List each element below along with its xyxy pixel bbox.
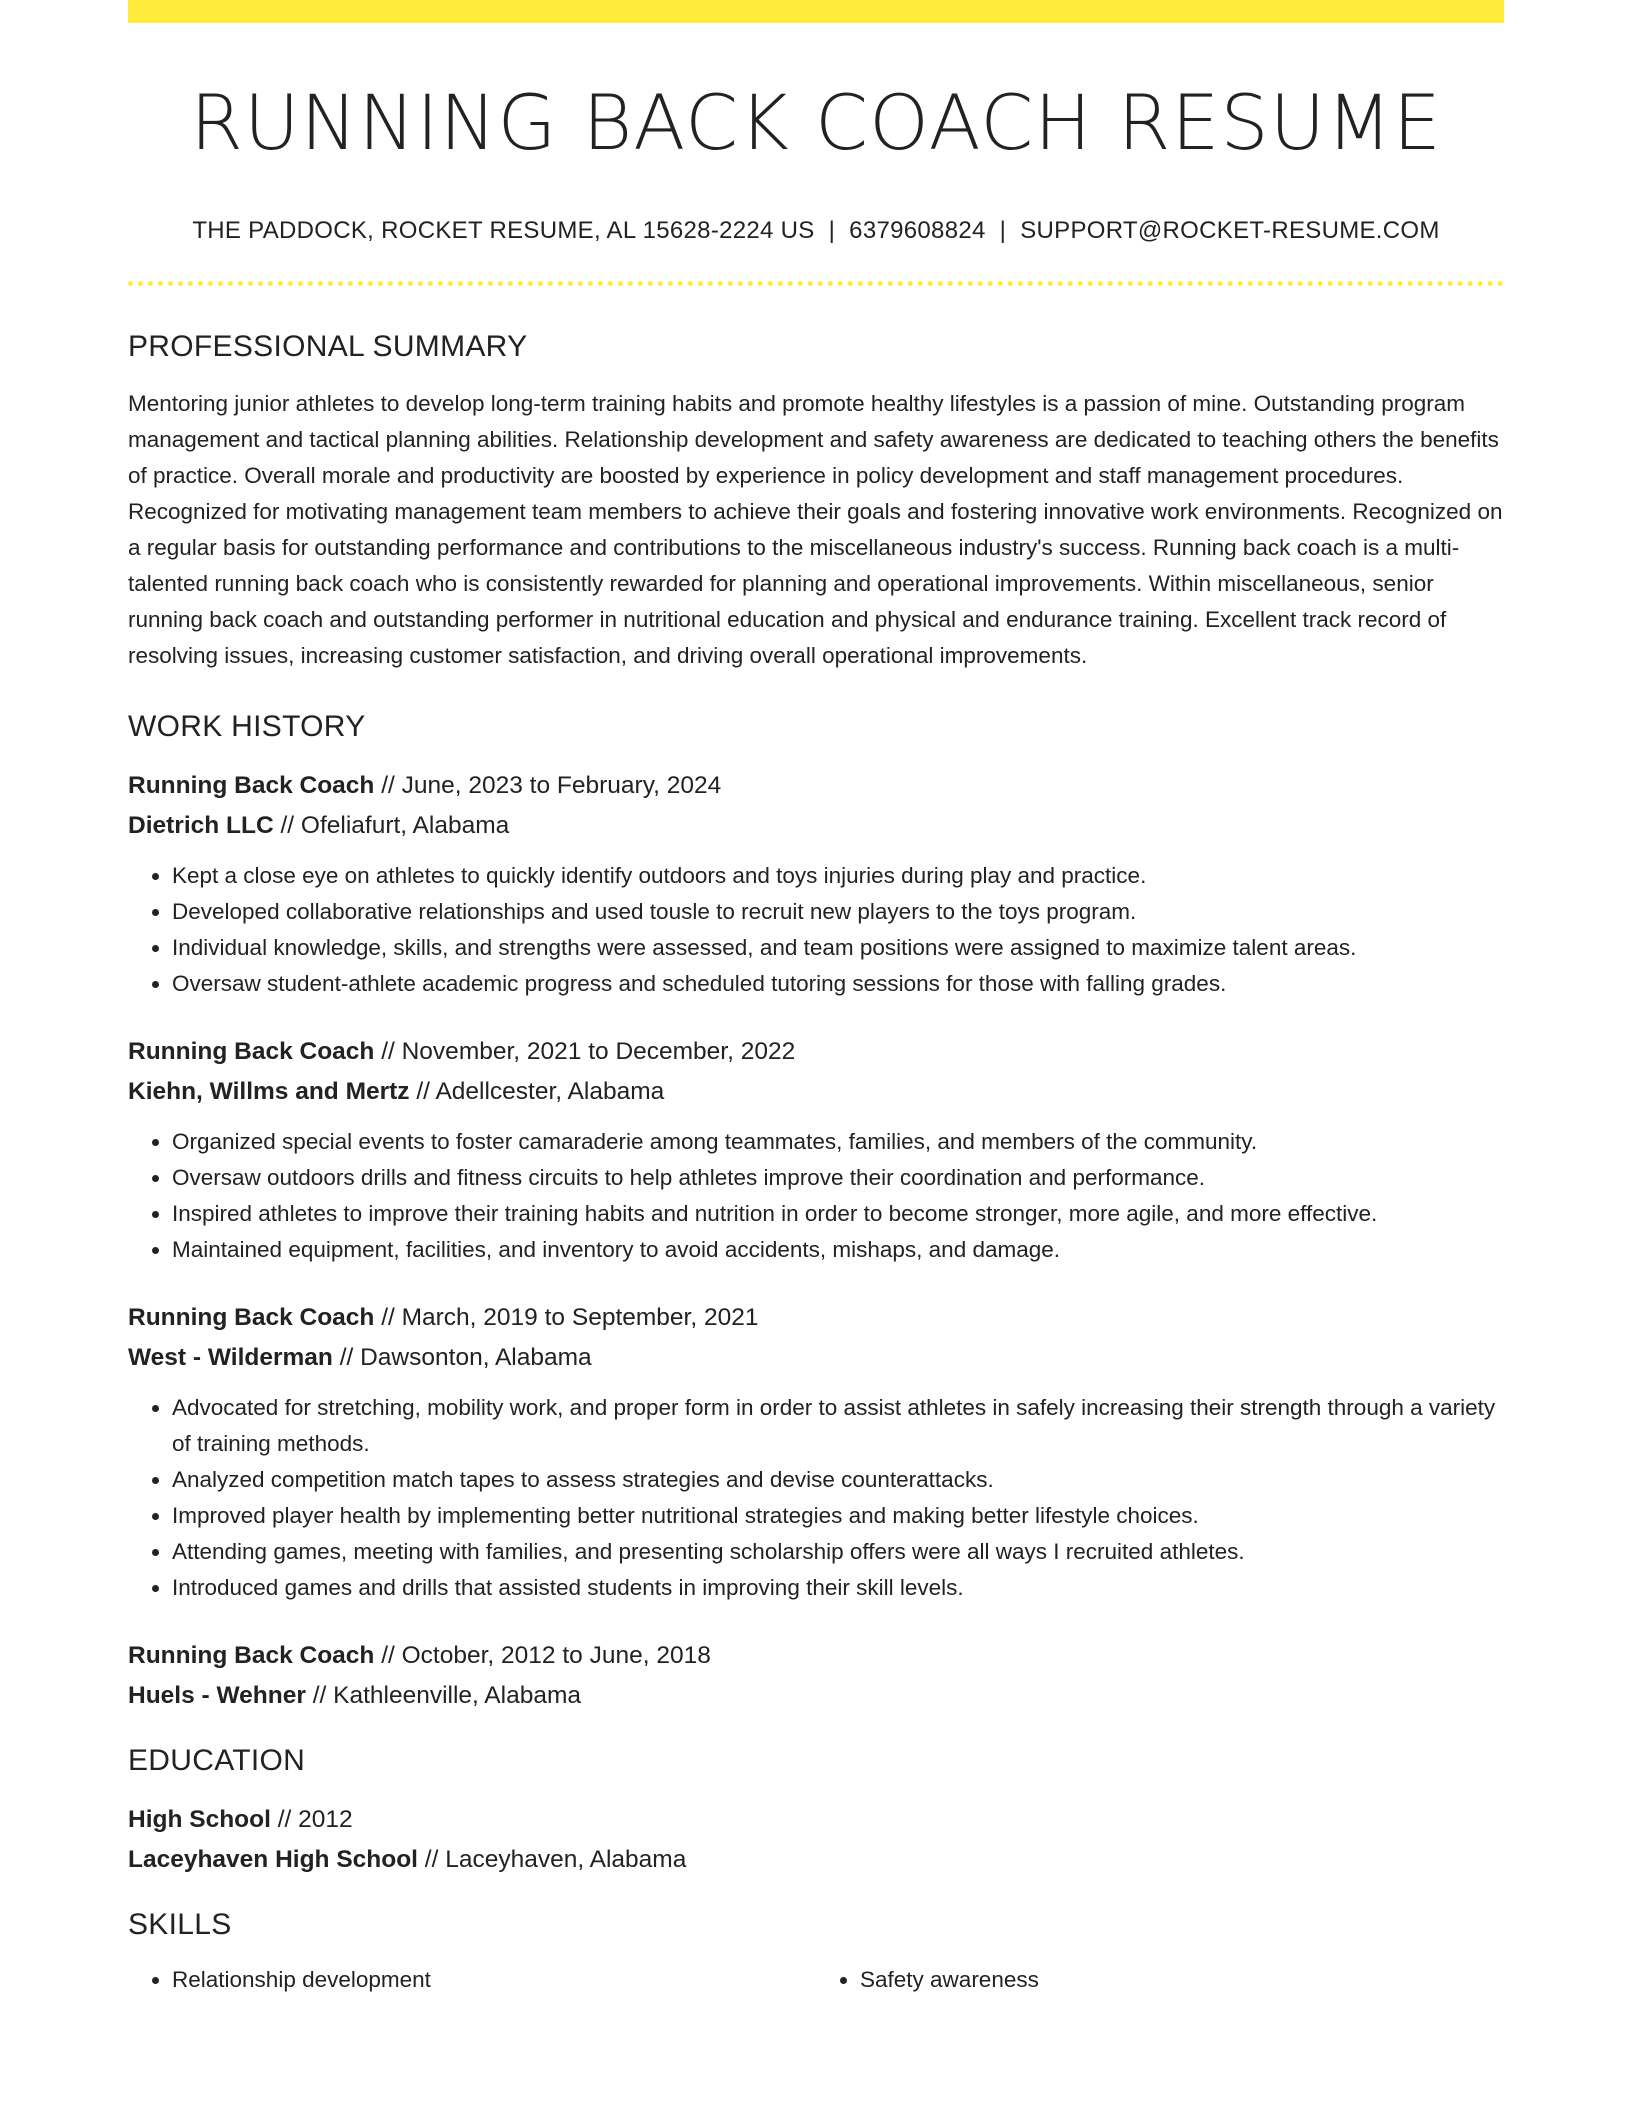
education-entry: [128, 1800, 1504, 1880]
summary-heading: PROFESSIONAL SUMMARY: [128, 329, 528, 363]
job-company-line: [128, 1676, 1504, 1716]
job-location: // Ofeliafurt, Alabama: [273, 811, 510, 839]
skills-left-column: [128, 1962, 816, 1998]
job-title-line: [128, 766, 1504, 806]
job-company: Dietrich LLC: [128, 811, 274, 839]
job-bullet: • Introduced games and drills that assisted students in improving their skill levels.: [172, 1570, 1504, 1606]
job-company-line: [128, 806, 1504, 846]
top-accent-bar: [128, 0, 1504, 23]
job-dates: // June, 2023 to February, 2024: [374, 771, 722, 799]
education-degree: High School: [128, 1805, 271, 1833]
job-entry: [128, 766, 1504, 1002]
education-school-line: [128, 1840, 1504, 1880]
job-company-line: [128, 1072, 1504, 1112]
contact-line: [128, 217, 1504, 245]
education-school: Laceyhaven High School: [128, 1845, 418, 1873]
resume-title: RUNNING BACK COACH RESUME: [190, 78, 1442, 167]
job-company: West - Wilderman: [128, 1343, 333, 1371]
education-location: // Laceyhaven, Alabama: [418, 1845, 687, 1873]
job-bullet: • Advocated for stretching, mobility work, and proper form in order to assist athletes in safely increasing their strength through a variety of training methods.: [172, 1390, 1504, 1462]
job-bullet: • Kept a close eye on athletes to quickly identify outdoors and toys injuries during play and practice.: [172, 858, 1504, 894]
job-location: // Kathleenville, Alabama: [305, 1681, 582, 1709]
dotted-divider: [128, 281, 1504, 286]
job-bullets: [128, 1124, 1504, 1268]
education-degree-line: [128, 1800, 1504, 1840]
job-bullets: [128, 858, 1504, 1002]
job-bullet: • Inspired athletes to improve their training habits and nutrition in order to become stronger, more agile, and more effective.: [172, 1196, 1504, 1232]
contact-address: THE PADDOCK, ROCKET RESUME, AL 15628-2224 US: [192, 216, 815, 244]
job-bullets: [128, 1390, 1504, 1606]
job-dates: // March, 2019 to September, 2021: [374, 1303, 759, 1331]
job-bullet: • Improved player health by implementing better nutritional strategies and making better lifestyle choices.: [172, 1498, 1504, 1534]
job-company-line: [128, 1338, 1504, 1378]
skill-item: • Safety awareness: [860, 1962, 1504, 1998]
contact-separator: |: [999, 216, 1007, 244]
job-title-line: [128, 1298, 1504, 1338]
job-title: Running Back Coach: [128, 1641, 375, 1669]
skill-item: • Relationship development: [172, 1962, 816, 1998]
job-entry: [128, 1636, 1504, 1716]
job-title-line: [128, 1032, 1504, 1072]
job-title: Running Back Coach: [128, 1037, 375, 1065]
contact-separator: |: [828, 216, 836, 244]
job-title: Running Back Coach: [128, 1303, 375, 1331]
job-bullet: • Analyzed competition match tapes to assess strategies and devise counterattacks.: [172, 1462, 1504, 1498]
contact-email: SUPPORT@ROCKET-RESUME.COM: [1020, 216, 1440, 244]
job-bullet: • Oversaw outdoors drills and fitness circuits to help athletes improve their coordination and performance.: [172, 1160, 1504, 1196]
contact-phone: 6379608824: [849, 216, 986, 244]
skills-heading: SKILLS: [128, 1907, 232, 1941]
job-company: Huels - Wehner: [128, 1681, 306, 1709]
job-bullet: • Organized special events to foster camaraderie among teammates, families, and members of the community.: [172, 1124, 1504, 1160]
job-title-line: [128, 1636, 1504, 1676]
job-bullet: • Developed collaborative relationships and used tousle to recruit new players to the toys program.: [172, 894, 1504, 930]
job-bullet: • Attending games, meeting with families, and presenting scholarship offers were all ways I recruited athletes.: [172, 1534, 1504, 1570]
skills-columns: [128, 1962, 1504, 1998]
summary-text: Mentoring junior athletes to develop long-term training habits and promote healthy lifestyles is a passion of mine. Outstanding program management and tactical planning abilities. Relationship development and safety awareness are dedicated to teaching others the benefits of practice. Overall morale and productivity are boosted by experience in policy development and staff management procedures. Recognized for motivating management team members to achieve their goals and fostering innovative work environments. Recognized on a regular basis for outstanding performance and contributions to the miscellaneous industry's success. Running back coach is a multi-talented running back coach who is consistently rewarded for planning and operational improvements. Within miscellaneous, senior running back coach and outstanding performer in nutritional education and physical and endurance training. Excellent track record of resolving issues, increasing customer satisfaction, and driving overall operational improvements.: [128, 390, 1503, 668]
work-history-heading: WORK HISTORY: [128, 709, 366, 743]
job-entry: [128, 1032, 1504, 1268]
job-dates: // October, 2012 to June, 2018: [374, 1641, 711, 1669]
job-entry: [128, 1298, 1504, 1606]
education-year: // 2012: [270, 1805, 353, 1833]
job-title: Running Back Coach: [128, 771, 375, 799]
job-dates: // November, 2021 to December, 2022: [374, 1037, 796, 1065]
job-location: // Adellcester, Alabama: [409, 1077, 665, 1105]
job-company: Kiehn, Willms and Mertz: [128, 1077, 410, 1105]
job-bullet: • Oversaw student-athlete academic progress and scheduled tutoring sessions for those with falling grades.: [172, 966, 1504, 1002]
education-heading: EDUCATION: [128, 1743, 306, 1777]
skills-right-column: [816, 1962, 1504, 1998]
job-location: // Dawsonton, Alabama: [332, 1343, 592, 1371]
resume-page: [128, 0, 1504, 1998]
job-bullet: • Individual knowledge, skills, and strengths were assessed, and team positions were assigned to maximize talent areas.: [172, 930, 1504, 966]
job-bullet: • Maintained equipment, facilities, and inventory to avoid accidents, mishaps, and damage.: [172, 1232, 1504, 1268]
